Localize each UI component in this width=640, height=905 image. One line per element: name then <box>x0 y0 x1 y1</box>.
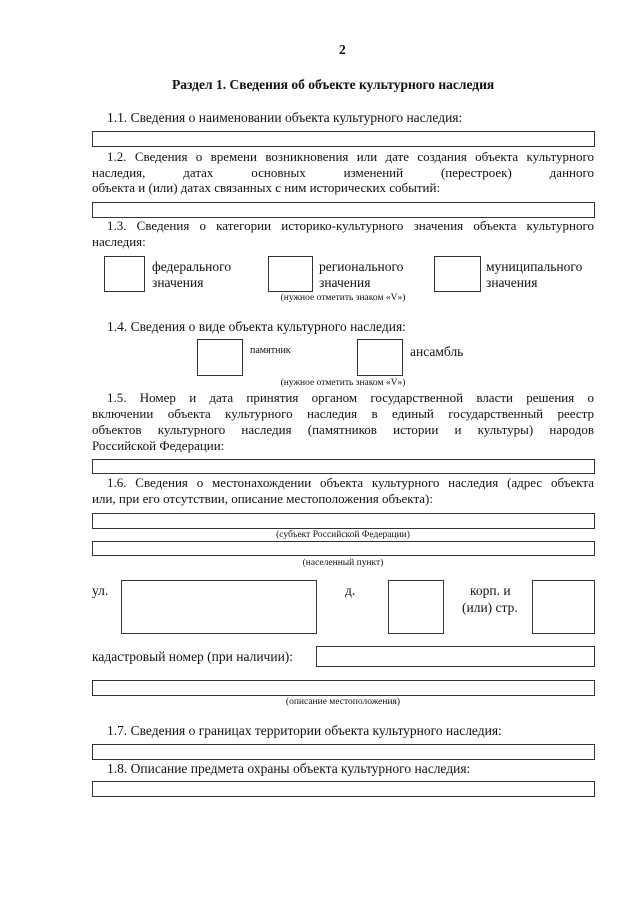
page-number: 2 <box>339 42 346 57</box>
street-label: ул. <box>92 583 109 598</box>
type-hint: (нужное отметить знаком «V») <box>280 378 406 388</box>
building-label-2: (или) стр. <box>462 600 518 615</box>
building-field[interactable] <box>532 580 595 634</box>
boundaries-field[interactable] <box>92 744 595 760</box>
s1-8-label: 1.8. Описание предмета охраны объекта культурного наследия: <box>107 761 471 776</box>
s1-2-line2: наследия, датах основных изменений (перестроек) данного <box>92 165 594 180</box>
s1-3-line2: наследия: <box>92 234 146 249</box>
s1-6-line2: или, при его отсутствии, описание местоположения объекта): <box>92 491 434 506</box>
location-description-field[interactable] <box>92 680 595 696</box>
ensemble-checkbox[interactable] <box>357 339 403 376</box>
street-field[interactable] <box>121 580 317 634</box>
locality-hint: (населенный пункт) <box>302 558 384 568</box>
s1-7-label: 1.7. Сведения о границах территории объекта культурного наследия: <box>107 723 502 738</box>
monument-label: памятник <box>250 345 291 356</box>
municipal-label-1: муниципального <box>486 259 583 274</box>
name-field[interactable] <box>92 131 595 147</box>
regional-checkbox[interactable] <box>268 256 313 292</box>
s1-5-line1: 1.5. Номер и дата принятия органом государственной власти решения о <box>107 390 594 405</box>
s1-5-line3: объектов культурного наследия (памятников истории и культуры) народов <box>92 422 594 437</box>
locality-field[interactable] <box>92 541 595 556</box>
ensemble-label: ансамбль <box>410 344 464 359</box>
s1-5-line2: включении объекта культурного наследия в единый государственный реестр <box>92 406 594 421</box>
s1-3-line1: 1.3. Сведения о категории историко-культурного значения объекта культурного <box>107 218 594 233</box>
subject-field[interactable] <box>92 513 595 529</box>
category-hint: (нужное отметить знаком «V») <box>280 293 406 303</box>
monument-checkbox[interactable] <box>197 339 243 376</box>
s1-1-label: 1.1. Сведения о наименовании объекта культурного наследия: <box>107 110 463 125</box>
house-label: д. <box>345 583 356 598</box>
federal-label-2: значения <box>152 275 204 290</box>
federal-label-1: федерального <box>152 259 232 274</box>
s1-4-label: 1.4. Сведения о виде объекта культурного наследия: <box>107 319 406 334</box>
house-field[interactable] <box>388 580 444 634</box>
building-label-1: корп. и <box>470 583 511 598</box>
section-title: Раздел 1. Сведения об объекте культурного наследия <box>172 77 495 92</box>
registry-decision-field[interactable] <box>92 459 595 474</box>
location-hint: (описание местоположения) <box>285 697 401 707</box>
s1-6-line1: 1.6. Сведения о местонахождении объекта культурного наследия (адрес объекта <box>107 475 594 490</box>
date-field[interactable] <box>92 202 595 218</box>
s1-2-line3: объекта и (или) датах связанных с ним исторических событий: <box>92 180 441 195</box>
municipal-label-2: значения <box>486 275 538 290</box>
regional-label-2: значения <box>319 275 371 290</box>
s1-5-line4: Российской Федерации: <box>92 438 225 453</box>
municipal-checkbox[interactable] <box>434 256 481 292</box>
federal-checkbox[interactable] <box>104 256 145 292</box>
protection-subject-field[interactable] <box>92 781 595 797</box>
subject-hint: (субъект Российской Федерации) <box>276 530 410 540</box>
cadastral-label: кадастровый номер (при наличии): <box>92 649 294 664</box>
s1-2-line1: 1.2. Сведения о времени возникновения или дате создания объекта культурного <box>107 149 594 164</box>
regional-label-1: регионального <box>319 259 404 274</box>
cadastral-field[interactable] <box>316 646 595 667</box>
